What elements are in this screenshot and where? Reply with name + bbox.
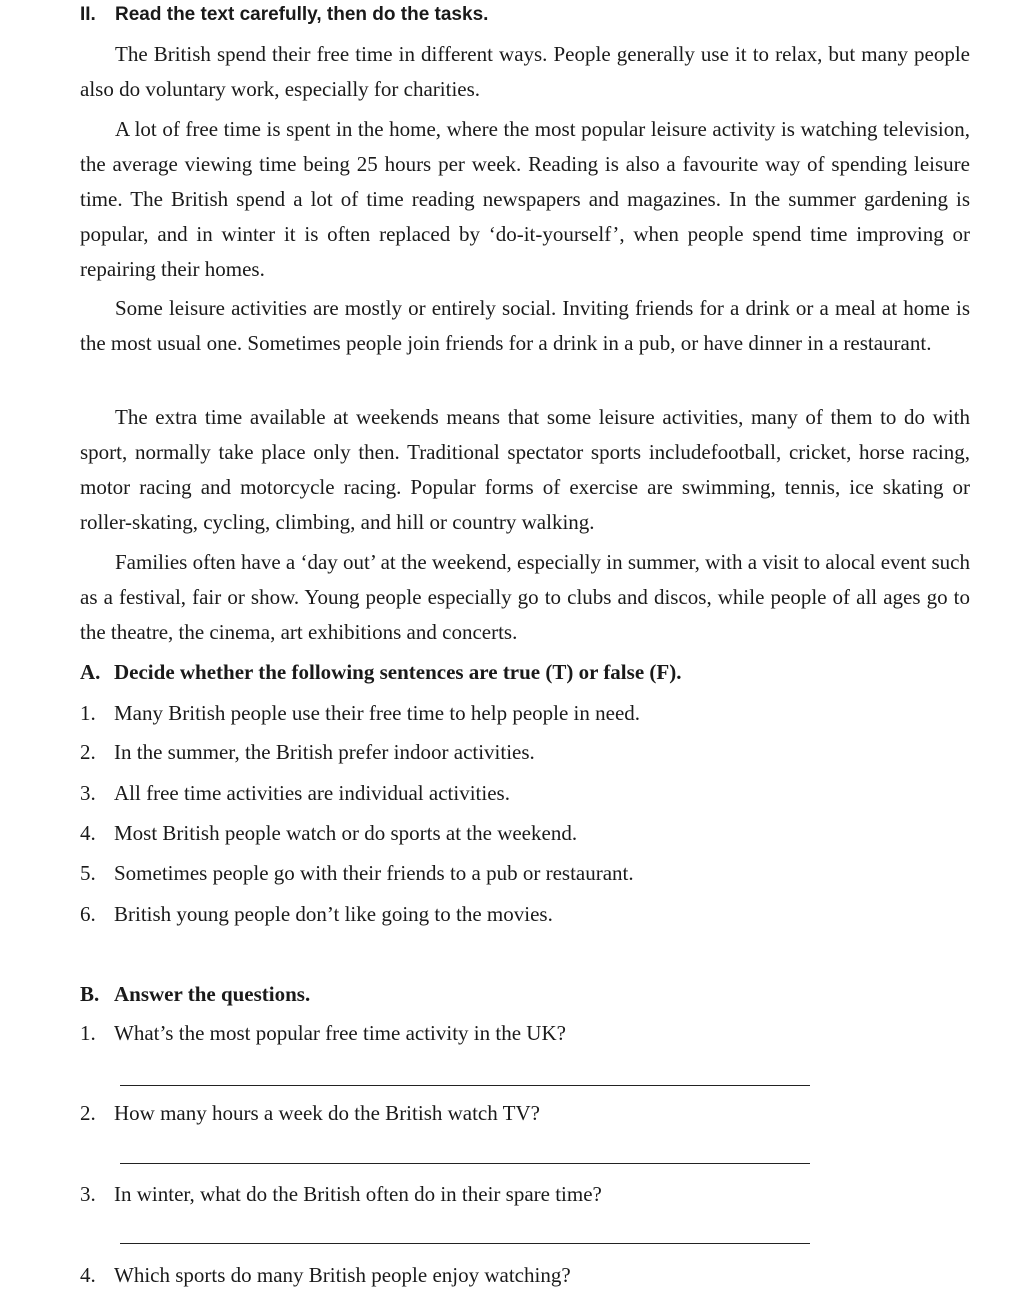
reading-paragraph-2: A lot of free time is spent in the home, where the most popular leisure activity is watching television, the average viewing time being 25 hours per week. Reading is also a favourite way of spending leisure time. The British spend a lot of time reading newspapers and magazines. In the summer gardening is popular, and in winter it is often replaced by ‘do-it-yourself’, when people spend time improving or repairing their homes. [80, 117, 970, 281]
true-false-item-2 [80, 737, 535, 767]
item-text: Many British people use their free time to help people in need. [114, 701, 641, 725]
item-text: Sometimes people go with their friends to a pub or restaurant. [114, 861, 634, 885]
item-number: 4. [80, 821, 96, 845]
section-a-letter: A. [80, 660, 101, 684]
true-false-item-5 [80, 858, 634, 888]
reading-paragraph-4: The extra time available at weekends means that some leisure activities, many of them to do with sport, normally take place only then. Traditional spectator sports includefootball, cricket, horse racing, motor racing and motorcycle racing. Popular forms of exercise are swimming, tennis, ice skating or roller-skating, cycling, climbing, and hill or country walking. [80, 405, 970, 534]
true-false-item-3 [80, 778, 510, 808]
reading-paragraph-1: The British spend their free time in different ways. People generally use it to relax, but many people also do voluntary work, especially for charities. [80, 42, 970, 101]
section-b-title [80, 979, 310, 1009]
reading-paragraph-5: Families often have a ‘day out’ at the weekend, especially in summer, with a visit to alocal event such as a festival, fair or show. Young people especially go to clubs and discos, while people of all ages go to the theatre, the cinema, art exhibitions and concerts. [80, 550, 970, 644]
question-number: 3. [80, 1182, 96, 1206]
section-b-instruction: Answer the questions. [114, 982, 311, 1006]
question-number: 2. [80, 1101, 96, 1125]
exercise-heading [80, 2, 488, 28]
true-false-item-6 [80, 899, 553, 929]
section-a-instruction: Decide whether the following sentences are true (T) or false (F). [114, 660, 682, 684]
exercise-number: II. [80, 4, 96, 25]
question-number: 1. [80, 1021, 96, 1045]
item-text: British young people don’t like going to the movies. [114, 902, 553, 926]
reading-paragraph-3: Some leisure activities are mostly or entirely social. Inviting friends for a drink or a meal at home is the most usual one. Sometimes people join friends for a drink in a pub, or have dinner in a restaurant. [80, 296, 970, 355]
question-4 [80, 1260, 571, 1290]
item-number: 3. [80, 781, 96, 805]
item-number: 6. [80, 902, 96, 926]
true-false-item-4 [80, 818, 577, 848]
answer-line-1[interactable] [120, 1085, 810, 1086]
item-number: 2. [80, 740, 96, 764]
exercise-instruction: Read the text carefully, then do the tasks. [115, 4, 489, 25]
item-text: Most British people watch or do sports at the weekend. [114, 821, 578, 845]
answer-line-2[interactable] [120, 1163, 810, 1164]
item-text: In the summer, the British prefer indoor activities. [114, 740, 535, 764]
question-2 [80, 1098, 540, 1128]
question-number: 4. [80, 1263, 96, 1287]
question-3 [80, 1179, 602, 1209]
question-text: Which sports do many British people enjoy watching? [114, 1263, 571, 1287]
item-text: All free time activities are individual activities. [114, 781, 510, 805]
item-number: 1. [80, 701, 96, 725]
question-text: How many hours a week do the British watch TV? [114, 1101, 540, 1125]
question-1 [80, 1018, 566, 1048]
question-text: What’s the most popular free time activity in the UK? [114, 1021, 566, 1045]
true-false-item-1 [80, 698, 640, 728]
question-text: In winter, what do the British often do in their spare time? [114, 1182, 602, 1206]
answer-line-3[interactable] [120, 1243, 810, 1244]
section-a-title [80, 657, 681, 687]
section-b-letter: B. [80, 982, 100, 1006]
item-number: 5. [80, 861, 96, 885]
